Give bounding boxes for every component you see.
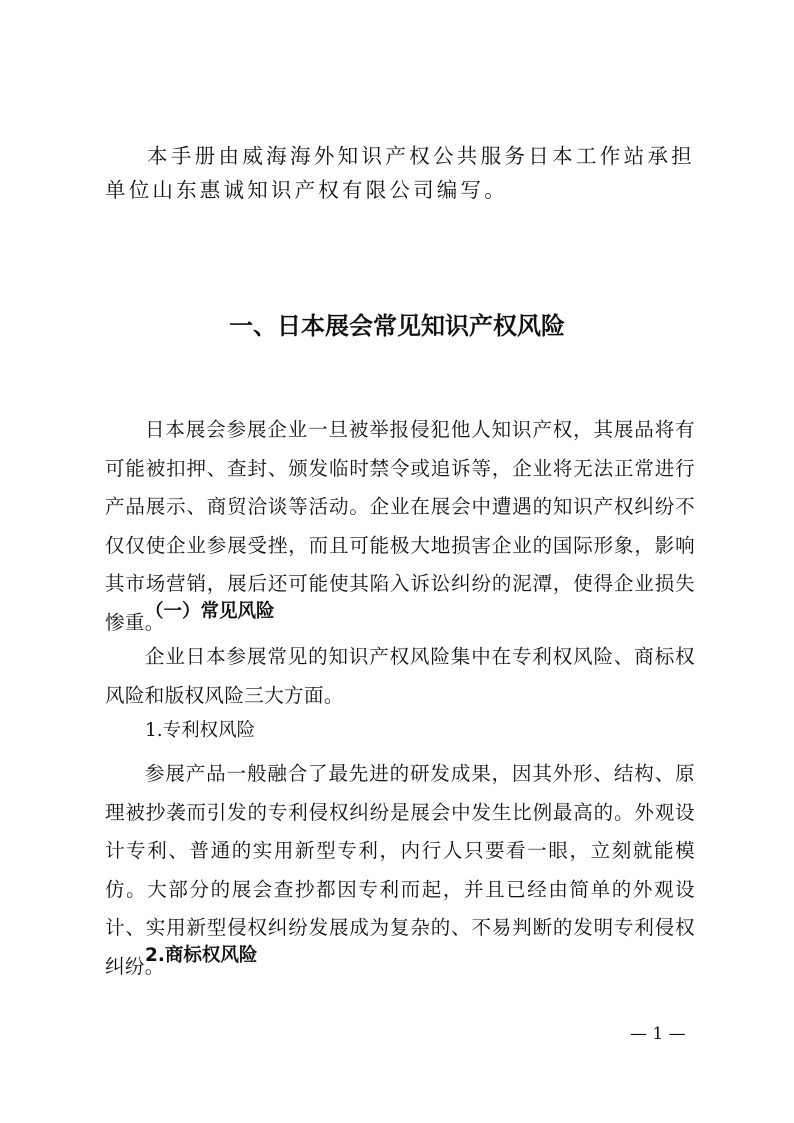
body-paragraph-categories: 企业日本参展常见的知识产权风险集中在专利权风险、商标权风险和版权风险三大方面。 bbox=[105, 645, 695, 707]
page-number: — 1 — bbox=[630, 1024, 686, 1044]
subheading-patent-risk: 1.专利权风险 bbox=[145, 720, 256, 741]
subheading-trademark-risk: 2.商标权风险 bbox=[145, 945, 258, 966]
section-title: 一、日本展会常见知识产权风险 bbox=[229, 312, 565, 340]
intro-paragraph: 本手册由威海海外知识产权公共服务日本工作站承担单位山东惠诚知识产权有限公司编写。 bbox=[105, 144, 695, 202]
subheading-common-risks: （一）常见风险 bbox=[145, 601, 275, 622]
body-paragraph-patent: 参展产品一般融合了最先进的研发成果，因其外形、结构、原理被抄袭而引发的专利侵权纠纷是展会中发生比例最高的。外观设计专利、普通的实用新型专利，内行人只要看一眼，立刻就能模仿。大部分的展会查抄都因专利而起，并且已经由简单的外观设计、实用新型侵权纠纷发展成为复杂的、不易判断的发明专利侵权纠纷。 bbox=[105, 762, 695, 978]
body-paragraph-risks: 日本展会参展企业一旦被举报侵犯他人知识产权，其展品将有可能被扣押、查封、颁发临时禁令或追诉等，企业将无法正常进行产品展示、商贸洽谈等活动。企业在展会中遭遇的知识产权纠纷不仅仅使企业参展受挫，而且可能极大地损害企业的国际形象，影响其市场营销，展后还可能使其陷入诉讼纠纷的泥潭，使得企业损失惨重。 bbox=[105, 418, 695, 634]
